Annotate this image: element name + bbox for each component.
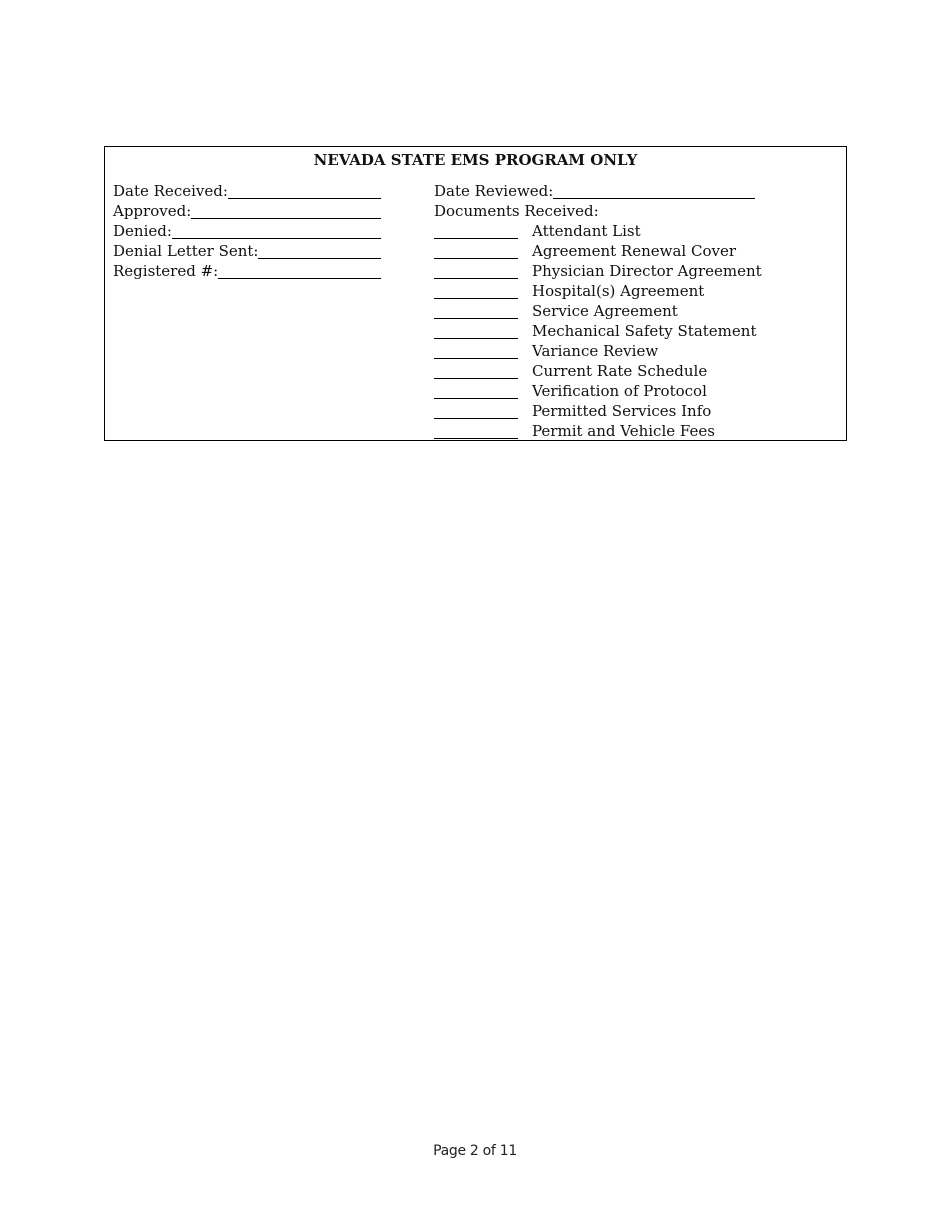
date-reviewed-label: Date Reviewed: (434, 182, 554, 200)
page-number: Page 2 of 11 (433, 1143, 517, 1159)
approved-row (113, 201, 381, 221)
document-check-blank[interactable] (434, 258, 518, 259)
document-checklist-item (434, 321, 834, 341)
document-label: Hospital(s) Agreement (532, 282, 705, 300)
document-label: Attendant List (532, 222, 641, 240)
approved-label: Approved: (113, 202, 192, 220)
document-checklist-item (434, 421, 834, 441)
approved-field[interactable] (191, 218, 381, 219)
document-checklist-item (434, 301, 834, 321)
denial-letter-sent-row (113, 241, 381, 261)
registered-number-field[interactable] (218, 278, 381, 279)
document-checklist-item (434, 221, 834, 241)
document-checklist-item (434, 401, 834, 421)
document-check-blank[interactable] (434, 238, 518, 239)
date-received-label: Date Received: (113, 182, 228, 200)
denial-letter-sent-label: Denial Letter Sent: (113, 242, 259, 260)
document-check-blank[interactable] (434, 358, 518, 359)
document-label: Permitted Services Info (532, 402, 712, 420)
document-checklist-item (434, 341, 834, 361)
document-label: Permit and Vehicle Fees (532, 422, 715, 440)
date-reviewed-row (434, 181, 834, 201)
denied-field[interactable] (172, 238, 381, 239)
document-check-blank[interactable] (434, 378, 518, 379)
document-checklist-item (434, 361, 834, 381)
date-received-field[interactable] (228, 198, 381, 199)
denial-letter-sent-field[interactable] (258, 258, 381, 259)
documents-received-row (434, 201, 834, 221)
state-use-only-box (104, 146, 847, 441)
document-checklist-item (434, 241, 834, 261)
document-check-blank[interactable] (434, 318, 518, 319)
document-label: Verification of Protocol (532, 382, 707, 400)
left-fields-column (113, 181, 381, 281)
documents-received-label: Documents Received: (434, 202, 599, 220)
document-check-blank[interactable] (434, 338, 518, 339)
document-check-blank[interactable] (434, 298, 518, 299)
document-label: Service Agreement (532, 302, 678, 320)
document-check-blank[interactable] (434, 418, 518, 419)
document-label: Variance Review (532, 342, 659, 360)
document-checklist-item (434, 261, 834, 281)
denied-label: Denied: (113, 222, 172, 240)
document-check-blank[interactable] (434, 398, 518, 399)
document-check-blank[interactable] (434, 438, 518, 439)
document-label: Mechanical Safety Statement (532, 322, 757, 340)
registered-number-label: Registered #: (113, 262, 219, 280)
denied-row (113, 221, 381, 241)
document-checklist-item (434, 381, 834, 401)
registered-number-row (113, 261, 381, 281)
date-received-row (113, 181, 381, 201)
document-checklist-item (434, 281, 834, 301)
box-title: NEVADA STATE EMS PROGRAM ONLY (313, 151, 638, 169)
document-label: Physician Director Agreement (532, 262, 762, 280)
document-label: Agreement Renewal Cover (532, 242, 737, 260)
date-reviewed-field[interactable] (553, 198, 755, 199)
document-label: Current Rate Schedule (532, 362, 708, 380)
right-fields-column (434, 181, 834, 441)
document-check-blank[interactable] (434, 278, 518, 279)
